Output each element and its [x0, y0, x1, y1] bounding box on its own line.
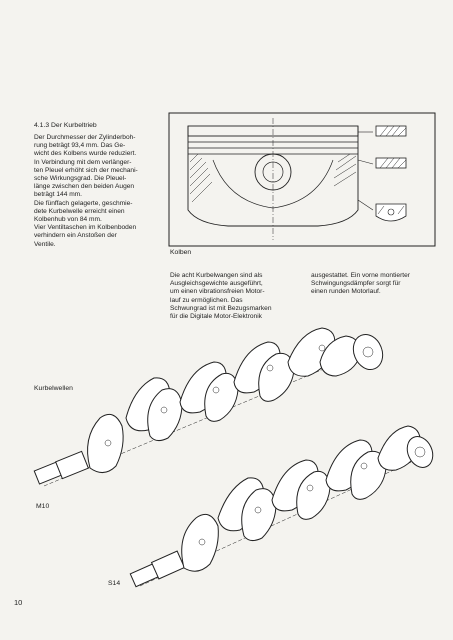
crank-m10-label: M10: [36, 503, 50, 510]
piston-caption: Kolben: [170, 249, 192, 256]
crankshafts-label: Kurbelwellen: [34, 385, 73, 392]
section-heading: 4.1.3 Der Kurbeltrieb: [34, 122, 97, 129]
piston-drawing: [168, 112, 436, 247]
crank-text-col2: ausgestattet. Ein vorne montierter Schwingungsdämpfer sorgt für einen runden Motorlauf.: [311, 272, 410, 296]
crank-text-col1: Die acht Kurbelwangen sind als Ausgleichsgewichte ausgeführt, um einen vibrationsfreien Motor- lauf zu ermöglichen. Das Schwungrad ist mit Bezugsmarken für die Digitale Motor-Elektronik: [170, 272, 272, 321]
crankshaft-s14-illustration: [120, 408, 435, 608]
section-body: Der Durchmesser der Zylinderboh- rung beträgt 93,4 mm. Das Ge- wicht des Kolbens wurde reduziert. In Verbindung mit dem verlänger- ten Pleuel erhöht sich der mechani- sche Wirkungsgrad. Die Pleuel- länge zwischen den beiden Augen beträgt 144 mm. Die fünffach gelagerte, geschmie- dete Kurbelwelle erreicht einen Kolbenhub von 84 mm. Vier Ventiltaschen im Kolbenboden verhindern ein Anstoßen der Ventile.: [34, 134, 138, 248]
page-number: 10: [14, 598, 23, 607]
crank-s14-label: S14: [108, 580, 121, 587]
